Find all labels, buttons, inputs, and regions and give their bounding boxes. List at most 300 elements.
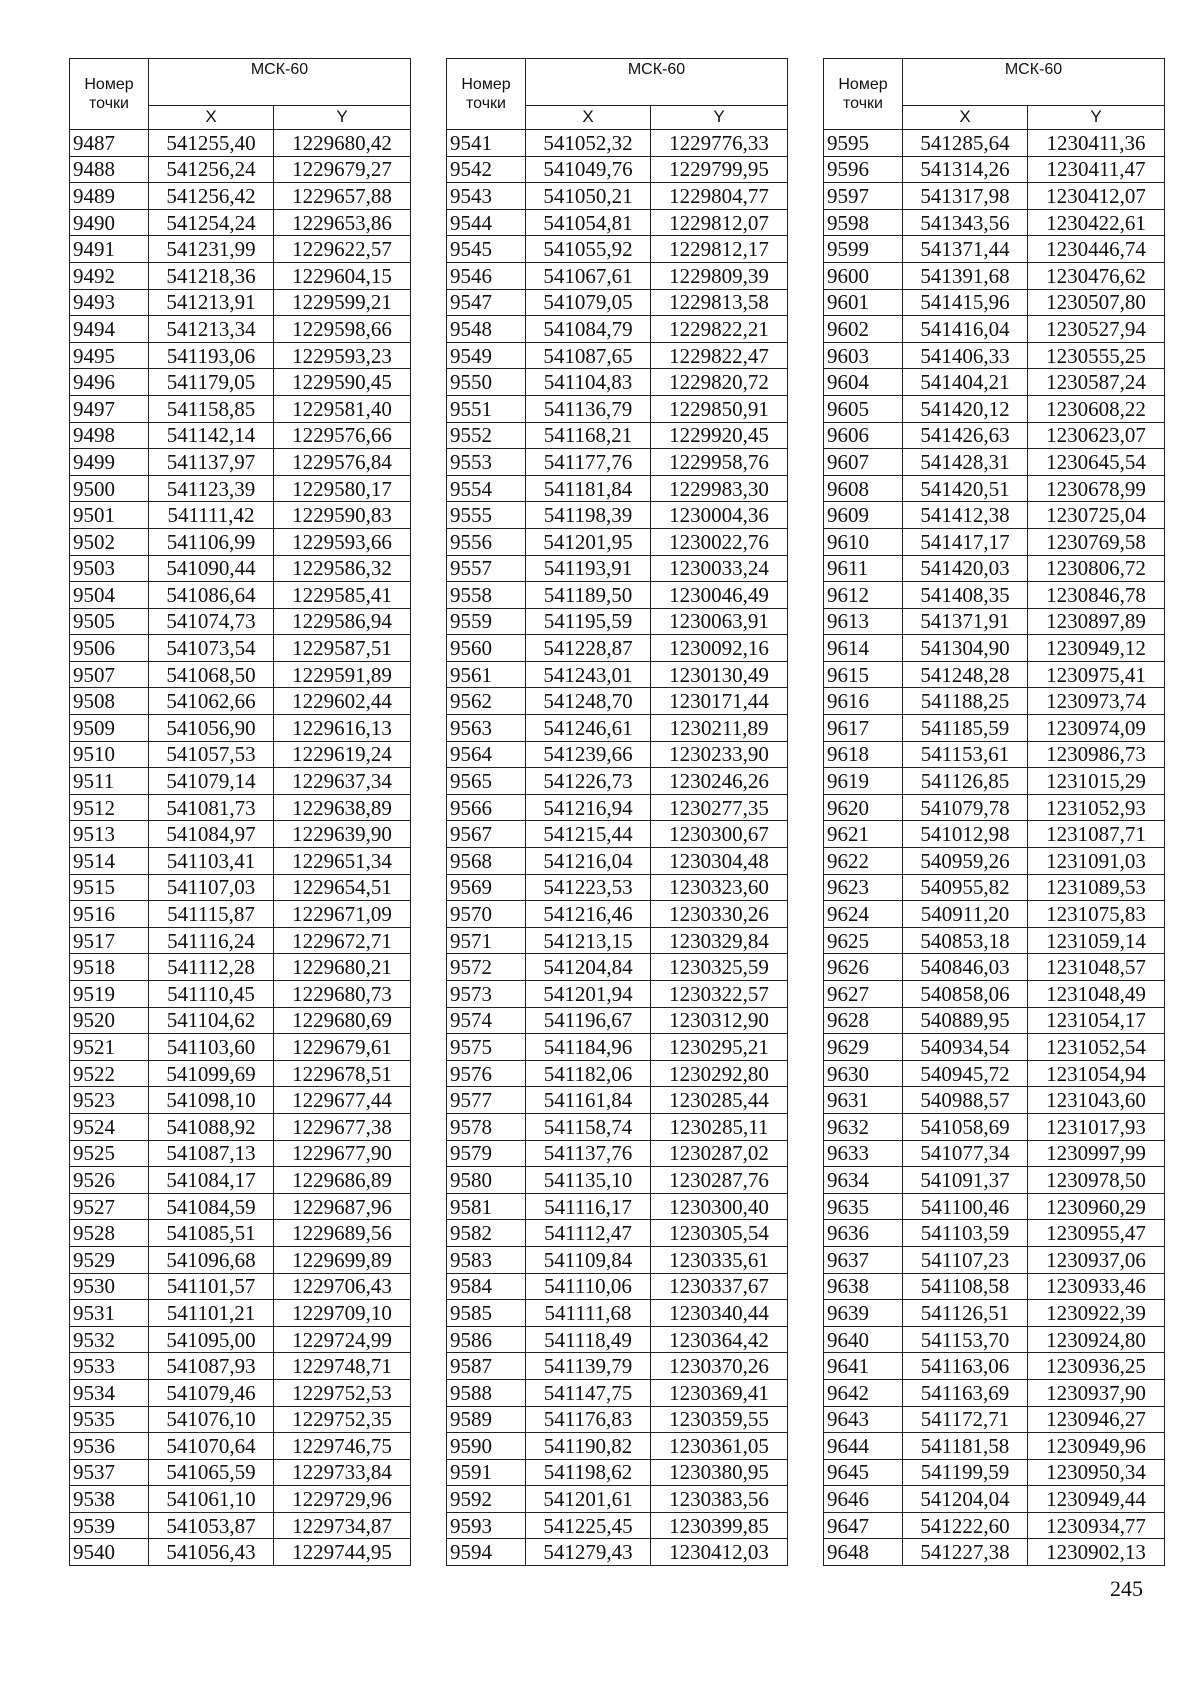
table-row bbox=[70, 1273, 411, 1300]
y-coordinate-cell: 1230285,11 bbox=[651, 1113, 788, 1140]
table-row bbox=[447, 954, 788, 981]
x-coordinate-cell: 541142,14 bbox=[149, 422, 274, 449]
table-row bbox=[70, 794, 411, 821]
table-row bbox=[70, 741, 411, 768]
point-number-cell: 9549 bbox=[447, 342, 526, 369]
table-row bbox=[447, 1113, 788, 1140]
x-coordinate-cell: 541179,05 bbox=[149, 369, 274, 396]
x-coordinate-cell: 541079,14 bbox=[149, 768, 274, 795]
table-row bbox=[70, 1406, 411, 1433]
y-coordinate-cell: 1231043,60 bbox=[1028, 1087, 1165, 1114]
y-coordinate-cell: 1230277,35 bbox=[651, 794, 788, 821]
point-number-cell: 9509 bbox=[70, 715, 149, 742]
x-coordinate-cell: 541420,03 bbox=[903, 555, 1028, 582]
y-coordinate-cell: 1229729,96 bbox=[274, 1486, 411, 1513]
table-body bbox=[824, 130, 1165, 1566]
table-row bbox=[70, 1300, 411, 1327]
y-coordinate-cell: 1231015,29 bbox=[1028, 768, 1165, 795]
y-coordinate-cell: 1229680,73 bbox=[274, 981, 411, 1008]
y-coordinate-cell: 1230678,99 bbox=[1028, 475, 1165, 502]
y-coordinate-cell: 1229590,83 bbox=[274, 502, 411, 529]
x-coordinate-cell: 541079,05 bbox=[526, 289, 651, 316]
table-row bbox=[447, 927, 788, 954]
table-row bbox=[447, 342, 788, 369]
point-number-cell: 9551 bbox=[447, 395, 526, 422]
table-row bbox=[824, 1220, 1165, 1247]
point-number-cell: 9559 bbox=[447, 608, 526, 635]
page-number: 245 bbox=[1110, 1576, 1143, 1601]
point-number-cell: 9505 bbox=[70, 608, 149, 635]
x-coordinate-cell: 541408,35 bbox=[903, 582, 1028, 609]
y-coordinate-cell: 1230806,72 bbox=[1028, 555, 1165, 582]
point-number-cell: 9583 bbox=[447, 1246, 526, 1273]
point-number-cell: 9489 bbox=[70, 183, 149, 210]
y-coordinate-cell: 1229671,09 bbox=[274, 901, 411, 928]
y-coordinate-cell: 1229680,69 bbox=[274, 1007, 411, 1034]
x-coordinate-cell: 541420,12 bbox=[903, 395, 1028, 422]
table-row bbox=[447, 369, 788, 396]
x-coordinate-cell: 541231,99 bbox=[149, 236, 274, 263]
y-coordinate-cell: 1230934,77 bbox=[1028, 1512, 1165, 1539]
point-number-cell: 9491 bbox=[70, 236, 149, 263]
point-number-cell: 9550 bbox=[447, 369, 526, 396]
x-coordinate-cell: 541371,91 bbox=[903, 608, 1028, 635]
table-row bbox=[70, 927, 411, 954]
coordinates-table-1 bbox=[69, 58, 411, 1566]
point-number-cell: 9621 bbox=[824, 821, 903, 848]
table-row bbox=[70, 1433, 411, 1460]
x-coordinate-cell: 541201,94 bbox=[526, 981, 651, 1008]
x-coordinate-cell: 540853,18 bbox=[903, 927, 1028, 954]
point-number-cell: 9636 bbox=[824, 1220, 903, 1247]
point-number-cell: 9606 bbox=[824, 422, 903, 449]
x-coordinate-cell: 541199,59 bbox=[903, 1459, 1028, 1486]
point-number-cell: 9635 bbox=[824, 1193, 903, 1220]
y-coordinate-cell: 1230022,76 bbox=[651, 528, 788, 555]
y-coordinate-cell: 1230335,61 bbox=[651, 1246, 788, 1273]
x-coordinate-cell: 540955,82 bbox=[903, 874, 1028, 901]
y-coordinate-cell: 1229580,17 bbox=[274, 475, 411, 502]
y-coordinate-cell: 1229638,89 bbox=[274, 794, 411, 821]
point-number-cell: 9595 bbox=[824, 130, 903, 157]
x-coordinate-cell: 541239,66 bbox=[526, 741, 651, 768]
table-row bbox=[824, 422, 1165, 449]
point-number-cell: 9597 bbox=[824, 183, 903, 210]
table-body bbox=[70, 130, 411, 1566]
table-row bbox=[447, 555, 788, 582]
table-row bbox=[70, 236, 411, 263]
x-coordinate-cell: 541074,73 bbox=[149, 608, 274, 635]
table-row bbox=[70, 874, 411, 901]
table-row bbox=[70, 688, 411, 715]
x-coordinate-cell: 541304,90 bbox=[903, 635, 1028, 662]
y-coordinate-cell: 1230725,04 bbox=[1028, 502, 1165, 529]
x-coordinate-cell: 541087,65 bbox=[526, 342, 651, 369]
point-number-cell: 9568 bbox=[447, 848, 526, 875]
table-row bbox=[70, 715, 411, 742]
point-number-cell: 9639 bbox=[824, 1300, 903, 1327]
x-coordinate-cell: 541101,21 bbox=[149, 1300, 274, 1327]
y-coordinate-cell: 1230370,26 bbox=[651, 1353, 788, 1380]
table-row bbox=[447, 981, 788, 1008]
point-number-cell: 9584 bbox=[447, 1273, 526, 1300]
y-coordinate-cell: 1229678,51 bbox=[274, 1060, 411, 1087]
table-row bbox=[447, 1246, 788, 1273]
y-coordinate-cell: 1229587,51 bbox=[274, 635, 411, 662]
y-coordinate-cell: 1230422,61 bbox=[1028, 209, 1165, 236]
y-coordinate-cell: 1231048,49 bbox=[1028, 981, 1165, 1008]
table-row bbox=[447, 209, 788, 236]
point-number-cell: 9527 bbox=[70, 1193, 149, 1220]
x-coordinate-cell: 541201,95 bbox=[526, 528, 651, 555]
y-coordinate-cell: 1229804,77 bbox=[651, 183, 788, 210]
point-number-cell: 9604 bbox=[824, 369, 903, 396]
table-row bbox=[447, 1353, 788, 1380]
table-row bbox=[447, 262, 788, 289]
x-coordinate-cell: 541123,39 bbox=[149, 475, 274, 502]
table-row bbox=[824, 635, 1165, 662]
point-number-cell: 9564 bbox=[447, 741, 526, 768]
point-number-cell: 9581 bbox=[447, 1193, 526, 1220]
table-row bbox=[447, 1167, 788, 1194]
x-coordinate-cell: 541193,06 bbox=[149, 342, 274, 369]
x-coordinate-cell: 541227,38 bbox=[903, 1539, 1028, 1566]
table-row bbox=[824, 449, 1165, 476]
table-row bbox=[447, 422, 788, 449]
x-coordinate-cell: 541061,10 bbox=[149, 1486, 274, 1513]
point-number-cell: 9576 bbox=[447, 1060, 526, 1087]
point-number-cell: 9579 bbox=[447, 1140, 526, 1167]
point-number-cell: 9592 bbox=[447, 1486, 526, 1513]
x-coordinate-cell: 541317,98 bbox=[903, 183, 1028, 210]
table-row bbox=[447, 1512, 788, 1539]
table-row bbox=[824, 1433, 1165, 1460]
table-row bbox=[70, 369, 411, 396]
coordinates-table-2 bbox=[446, 58, 788, 1566]
x-column-header: X bbox=[526, 105, 651, 129]
y-coordinate-cell: 1231089,53 bbox=[1028, 874, 1165, 901]
x-coordinate-cell: 541371,44 bbox=[903, 236, 1028, 263]
point-number-cell: 9524 bbox=[70, 1113, 149, 1140]
y-coordinate-cell: 1230973,74 bbox=[1028, 688, 1165, 715]
x-coordinate-cell: 541213,34 bbox=[149, 316, 274, 343]
y-coordinate-cell: 1230369,41 bbox=[651, 1379, 788, 1406]
y-coordinate-cell: 1230295,21 bbox=[651, 1034, 788, 1061]
point-number-cell: 9496 bbox=[70, 369, 149, 396]
table-row bbox=[70, 502, 411, 529]
x-coordinate-cell: 541163,69 bbox=[903, 1379, 1028, 1406]
point-number-cell: 9528 bbox=[70, 1220, 149, 1247]
x-coordinate-cell: 541065,59 bbox=[149, 1459, 274, 1486]
point-number-cell: 9642 bbox=[824, 1379, 903, 1406]
y-coordinate-cell: 1229672,71 bbox=[274, 927, 411, 954]
table-row bbox=[824, 661, 1165, 688]
x-coordinate-cell: 541101,57 bbox=[149, 1273, 274, 1300]
point-number-cell: 9632 bbox=[824, 1113, 903, 1140]
point-number-cell: 9507 bbox=[70, 661, 149, 688]
table-row bbox=[824, 688, 1165, 715]
x-coordinate-cell: 541163,06 bbox=[903, 1353, 1028, 1380]
x-coordinate-cell: 541216,46 bbox=[526, 901, 651, 928]
y-coordinate-cell: 1230246,26 bbox=[651, 768, 788, 795]
point-number-cell: 9638 bbox=[824, 1273, 903, 1300]
x-coordinate-cell: 541428,31 bbox=[903, 449, 1028, 476]
x-coordinate-cell: 541107,03 bbox=[149, 874, 274, 901]
table-row bbox=[824, 1512, 1165, 1539]
x-coordinate-cell: 541110,45 bbox=[149, 981, 274, 1008]
table-row bbox=[447, 1193, 788, 1220]
x-coordinate-cell: 541190,82 bbox=[526, 1433, 651, 1460]
point-number-cell: 9533 bbox=[70, 1353, 149, 1380]
point-number-cell: 9555 bbox=[447, 502, 526, 529]
y-coordinate-cell: 1229752,53 bbox=[274, 1379, 411, 1406]
y-coordinate-cell: 1230608,22 bbox=[1028, 395, 1165, 422]
point-number-cell: 9544 bbox=[447, 209, 526, 236]
y-coordinate-cell: 1230949,12 bbox=[1028, 635, 1165, 662]
x-coordinate-cell: 541193,91 bbox=[526, 555, 651, 582]
x-coordinate-cell: 541254,24 bbox=[149, 209, 274, 236]
y-coordinate-cell: 1229679,27 bbox=[274, 156, 411, 183]
point-number-cell: 9640 bbox=[824, 1326, 903, 1353]
x-coordinate-cell: 541416,04 bbox=[903, 316, 1028, 343]
point-number-cell: 9567 bbox=[447, 821, 526, 848]
y-coordinate-cell: 1229653,86 bbox=[274, 209, 411, 236]
x-coordinate-cell: 541098,10 bbox=[149, 1087, 274, 1114]
y-coordinate-cell: 1229776,33 bbox=[651, 130, 788, 157]
x-coordinate-cell: 541107,23 bbox=[903, 1246, 1028, 1273]
x-coordinate-cell: 541104,62 bbox=[149, 1007, 274, 1034]
table-row bbox=[824, 768, 1165, 795]
table-row bbox=[70, 608, 411, 635]
x-coordinate-cell: 541056,90 bbox=[149, 715, 274, 742]
point-number-header: Номер точки bbox=[824, 59, 903, 130]
x-coordinate-cell: 541256,24 bbox=[149, 156, 274, 183]
point-number-cell: 9492 bbox=[70, 262, 149, 289]
x-coordinate-cell: 541056,43 bbox=[149, 1539, 274, 1566]
point-number-cell: 9573 bbox=[447, 981, 526, 1008]
x-coordinate-cell: 541216,04 bbox=[526, 848, 651, 875]
y-coordinate-cell: 1230974,09 bbox=[1028, 715, 1165, 742]
point-number-cell: 9618 bbox=[824, 741, 903, 768]
table-row bbox=[447, 821, 788, 848]
y-coordinate-cell: 1229752,35 bbox=[274, 1406, 411, 1433]
table-row bbox=[447, 1140, 788, 1167]
point-number-cell: 9596 bbox=[824, 156, 903, 183]
y-coordinate-cell: 1229822,21 bbox=[651, 316, 788, 343]
y-coordinate-cell: 1229654,51 bbox=[274, 874, 411, 901]
x-coordinate-cell: 540934,54 bbox=[903, 1034, 1028, 1061]
y-coordinate-cell: 1231054,17 bbox=[1028, 1007, 1165, 1034]
point-number-cell: 9534 bbox=[70, 1379, 149, 1406]
table-row bbox=[447, 528, 788, 555]
point-number-cell: 9553 bbox=[447, 449, 526, 476]
y-coordinate-cell: 1229920,45 bbox=[651, 422, 788, 449]
x-coordinate-cell: 541126,51 bbox=[903, 1300, 1028, 1327]
x-coordinate-cell: 541136,79 bbox=[526, 395, 651, 422]
point-number-cell: 9521 bbox=[70, 1034, 149, 1061]
x-coordinate-cell: 541091,37 bbox=[903, 1167, 1028, 1194]
table-row bbox=[447, 1220, 788, 1247]
table-row bbox=[70, 555, 411, 582]
y-coordinate-cell: 1230340,44 bbox=[651, 1300, 788, 1327]
point-number-cell: 9504 bbox=[70, 582, 149, 609]
x-coordinate-cell: 541057,53 bbox=[149, 741, 274, 768]
point-number-cell: 9631 bbox=[824, 1087, 903, 1114]
y-coordinate-cell: 1230922,39 bbox=[1028, 1300, 1165, 1327]
x-coordinate-cell: 541086,64 bbox=[149, 582, 274, 609]
y-coordinate-cell: 1230233,90 bbox=[651, 741, 788, 768]
y-coordinate-cell: 1230399,85 bbox=[651, 1512, 788, 1539]
table-row bbox=[824, 475, 1165, 502]
x-coordinate-cell: 541285,64 bbox=[903, 130, 1028, 157]
table-row bbox=[824, 156, 1165, 183]
point-number-cell: 9637 bbox=[824, 1246, 903, 1273]
y-coordinate-cell: 1230986,73 bbox=[1028, 741, 1165, 768]
y-coordinate-cell: 1229591,89 bbox=[274, 661, 411, 688]
y-coordinate-cell: 1230305,54 bbox=[651, 1220, 788, 1247]
table-row bbox=[70, 1060, 411, 1087]
x-coordinate-cell: 541073,54 bbox=[149, 635, 274, 662]
table-row bbox=[824, 1539, 1165, 1566]
table-row bbox=[824, 209, 1165, 236]
x-coordinate-cell: 541185,59 bbox=[903, 715, 1028, 742]
table-row bbox=[824, 342, 1165, 369]
table-row bbox=[824, 1379, 1165, 1406]
y-coordinate-cell: 1230063,91 bbox=[651, 608, 788, 635]
y-coordinate-cell: 1229586,32 bbox=[274, 555, 411, 582]
x-coordinate-cell: 541420,51 bbox=[903, 475, 1028, 502]
y-coordinate-cell: 1229812,17 bbox=[651, 236, 788, 263]
y-coordinate-cell: 1230645,54 bbox=[1028, 449, 1165, 476]
y-coordinate-cell: 1230411,36 bbox=[1028, 130, 1165, 157]
point-number-cell: 9493 bbox=[70, 289, 149, 316]
table-row bbox=[70, 156, 411, 183]
point-number-cell: 9630 bbox=[824, 1060, 903, 1087]
x-coordinate-cell: 541189,50 bbox=[526, 582, 651, 609]
point-number-cell: 9593 bbox=[447, 1512, 526, 1539]
y-coordinate-cell: 1229809,39 bbox=[651, 262, 788, 289]
y-coordinate-cell: 1231087,71 bbox=[1028, 821, 1165, 848]
table-row bbox=[447, 156, 788, 183]
table-body bbox=[447, 130, 788, 1566]
x-coordinate-cell: 541108,58 bbox=[903, 1273, 1028, 1300]
table-row bbox=[70, 661, 411, 688]
x-coordinate-cell: 541158,74 bbox=[526, 1113, 651, 1140]
point-number-cell: 9526 bbox=[70, 1167, 149, 1194]
x-coordinate-cell: 541106,99 bbox=[149, 528, 274, 555]
x-coordinate-cell: 541153,61 bbox=[903, 741, 1028, 768]
y-coordinate-cell: 1229576,66 bbox=[274, 422, 411, 449]
table-row bbox=[70, 768, 411, 795]
x-coordinate-cell: 541110,06 bbox=[526, 1273, 651, 1300]
point-number-cell: 9612 bbox=[824, 582, 903, 609]
table-row bbox=[70, 395, 411, 422]
y-coordinate-cell: 1230897,89 bbox=[1028, 608, 1165, 635]
y-coordinate-cell: 1230937,06 bbox=[1028, 1246, 1165, 1273]
x-coordinate-cell: 541050,21 bbox=[526, 183, 651, 210]
x-coordinate-cell: 541103,59 bbox=[903, 1220, 1028, 1247]
point-number-cell: 9548 bbox=[447, 316, 526, 343]
point-number-cell: 9502 bbox=[70, 528, 149, 555]
table-row bbox=[824, 1273, 1165, 1300]
x-coordinate-cell: 541314,26 bbox=[903, 156, 1028, 183]
y-coordinate-cell: 1230949,44 bbox=[1028, 1486, 1165, 1513]
point-number-cell: 9522 bbox=[70, 1060, 149, 1087]
y-coordinate-cell: 1229576,84 bbox=[274, 449, 411, 476]
x-coordinate-cell: 541182,06 bbox=[526, 1060, 651, 1087]
table-row bbox=[824, 1113, 1165, 1140]
x-coordinate-cell: 541137,97 bbox=[149, 449, 274, 476]
y-coordinate-cell: 1229639,90 bbox=[274, 821, 411, 848]
x-coordinate-cell: 541215,44 bbox=[526, 821, 651, 848]
x-coordinate-cell: 541084,79 bbox=[526, 316, 651, 343]
point-number-cell: 9586 bbox=[447, 1326, 526, 1353]
y-coordinate-cell: 1230623,07 bbox=[1028, 422, 1165, 449]
x-coordinate-cell: 541070,64 bbox=[149, 1433, 274, 1460]
point-number-cell: 9511 bbox=[70, 768, 149, 795]
x-coordinate-cell: 541076,10 bbox=[149, 1406, 274, 1433]
point-number-cell: 9517 bbox=[70, 927, 149, 954]
point-number-cell: 9615 bbox=[824, 661, 903, 688]
point-number-cell: 9561 bbox=[447, 661, 526, 688]
point-number-cell: 9546 bbox=[447, 262, 526, 289]
x-coordinate-cell: 541085,51 bbox=[149, 1220, 274, 1247]
y-coordinate-cell: 1229680,42 bbox=[274, 130, 411, 157]
point-number-cell: 9554 bbox=[447, 475, 526, 502]
table-row bbox=[447, 661, 788, 688]
y-coordinate-cell: 1230949,96 bbox=[1028, 1433, 1165, 1460]
table-row bbox=[70, 1539, 411, 1566]
y-coordinate-cell: 1229677,44 bbox=[274, 1087, 411, 1114]
coordinate-system-header: МСК-60 bbox=[149, 59, 411, 106]
point-number-cell: 9574 bbox=[447, 1007, 526, 1034]
x-coordinate-cell: 541256,42 bbox=[149, 183, 274, 210]
x-coordinate-cell: 540945,72 bbox=[903, 1060, 1028, 1087]
x-coordinate-cell: 541090,44 bbox=[149, 555, 274, 582]
x-coordinate-cell: 541391,68 bbox=[903, 262, 1028, 289]
point-number-cell: 9563 bbox=[447, 715, 526, 742]
x-coordinate-cell: 541053,87 bbox=[149, 1512, 274, 1539]
x-coordinate-cell: 541135,10 bbox=[526, 1167, 651, 1194]
x-coordinate-cell: 541158,85 bbox=[149, 395, 274, 422]
y-coordinate-cell: 1229586,94 bbox=[274, 608, 411, 635]
point-number-cell: 9514 bbox=[70, 848, 149, 875]
point-number-cell: 9523 bbox=[70, 1087, 149, 1114]
x-coordinate-cell: 541147,75 bbox=[526, 1379, 651, 1406]
x-coordinate-cell: 541067,61 bbox=[526, 262, 651, 289]
point-number-cell: 9619 bbox=[824, 768, 903, 795]
x-coordinate-cell: 541087,13 bbox=[149, 1140, 274, 1167]
point-number-cell: 9495 bbox=[70, 342, 149, 369]
x-coordinate-cell: 541126,85 bbox=[903, 768, 1028, 795]
table-row bbox=[70, 1512, 411, 1539]
x-coordinate-cell: 541068,50 bbox=[149, 661, 274, 688]
y-coordinate-cell: 1230380,95 bbox=[651, 1459, 788, 1486]
table-row bbox=[70, 1486, 411, 1513]
table-row bbox=[70, 1193, 411, 1220]
point-number-cell: 9603 bbox=[824, 342, 903, 369]
table-row bbox=[447, 635, 788, 662]
table-row bbox=[447, 1379, 788, 1406]
table-row bbox=[824, 1300, 1165, 1327]
x-coordinate-cell: 541198,62 bbox=[526, 1459, 651, 1486]
x-coordinate-cell: 541213,15 bbox=[526, 927, 651, 954]
point-number-cell: 9587 bbox=[447, 1353, 526, 1380]
y-coordinate-cell: 1229604,15 bbox=[274, 262, 411, 289]
point-number-cell: 9539 bbox=[70, 1512, 149, 1539]
point-number-cell: 9499 bbox=[70, 449, 149, 476]
x-coordinate-cell: 541198,39 bbox=[526, 502, 651, 529]
